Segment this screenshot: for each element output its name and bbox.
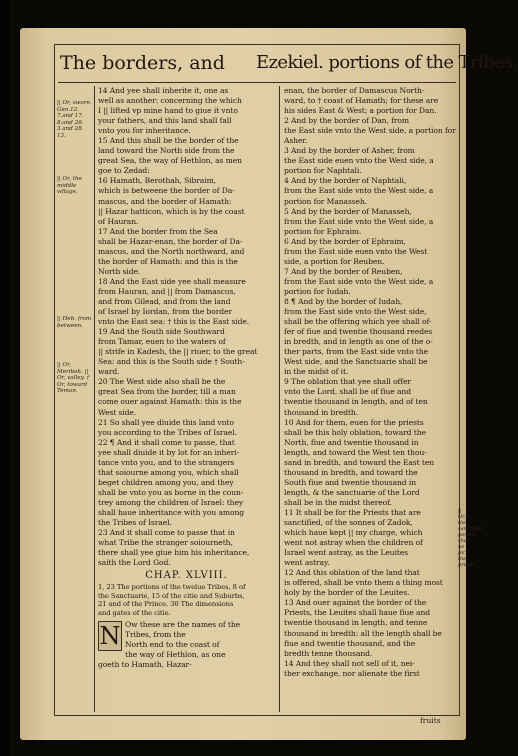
verse-line: which haue kept || my charge, which <box>284 528 423 538</box>
verse-line: fer of fiue and twentie thousand reedes <box>284 327 433 337</box>
verse-line: there shall yee giue him his inheritance, <box>98 548 250 558</box>
verse-line: 9 The oblation that yee shall offer <box>284 377 411 387</box>
header-right: Ezekiel. portions of the Tribes. <box>256 52 518 73</box>
verse-line: 12 And this oblation of the land that <box>284 568 420 578</box>
verse-line: sand in bredth, and toward the East ten <box>284 457 435 467</box>
verse-line: portion for Iudah. <box>284 286 351 296</box>
verse-line: of Hauran. <box>98 216 139 226</box>
verse-line: 21 So shall yee diuide this land vnto <box>98 417 234 427</box>
margin-rule <box>94 86 95 712</box>
chapter-summary-line: 21 and of the Prince. 30 The dimensions <box>98 600 234 609</box>
verse-line: 3 And by the border of Asher, from <box>284 146 415 156</box>
chapter-summary-line: and gates of the citie. <box>98 609 171 618</box>
verse-line: vnto the Lord, shall be of fiue and <box>284 387 411 397</box>
verse-line: shall be in the midst thereof. <box>284 497 392 507</box>
left-column <box>98 86 275 670</box>
verse-line: 11 It shall be for the Priests that are <box>284 507 421 517</box>
verse-line: and from Gilead, and from the land <box>98 296 231 306</box>
drop-cap: N <box>99 621 121 650</box>
verse-line: West side. <box>98 407 137 417</box>
verse-line: is offered, shall be vnto them a thing most <box>284 578 443 588</box>
verse-line: 10 And for them, euen for the priests <box>284 417 424 427</box>
verse-line: saith the Lord God. <box>98 558 171 568</box>
verse-line: portion for Ephraim. <box>284 226 362 236</box>
verse-line: trey among the children of Israel: they <box>98 497 244 507</box>
verse-line: great Sea, the way of Hethlon, as men <box>98 156 242 166</box>
verse-line: from the East side vnto the West side, <box>284 307 427 317</box>
verse-line: 23 And it shall come to passe that in <box>98 528 235 538</box>
verse-line: 16 Hamath, Berothah, Sibraim, <box>98 176 216 186</box>
verse-line: 15 And this shall be the border of the <box>98 136 239 146</box>
verse-line: side, a portion for Reuben. <box>284 256 385 266</box>
verse-line: of Israel by Iordan, from the border <box>98 307 232 317</box>
verse-line: 7 And by the border of Reuben, <box>284 266 403 276</box>
margin-note: || Or, swore. Gen.12. 7.and 17. 8.and 26. 3.and 28. 13. <box>57 100 92 139</box>
chapter-heading: CHAP. XLVIII. <box>145 570 228 582</box>
verse-line: I || lifted vp mine hand to giue it vnto <box>98 106 238 116</box>
verse-line: 14 And yee shall inherite it, one as <box>98 86 229 95</box>
verse-line: in bredth, and in length as one of the o- <box>284 337 433 347</box>
verse-line: from the East side vnto the West side, a <box>284 276 434 286</box>
verse-line: the way of Hethlon, as one <box>125 649 226 659</box>
verse-line: from the East side vnto the West side, a <box>284 216 434 226</box>
verse-line: from Hauran, and || from Damascus, <box>98 286 236 296</box>
verse-line: tance vnto you, and to the strangers <box>98 457 235 467</box>
verse-line: 13 And ouer against the border of the <box>284 598 427 608</box>
verse-line: ward, to † coast of Hamath; for these are <box>284 96 439 106</box>
verse-line: Ow these are the names of the <box>125 619 241 629</box>
verse-line: shall be this holy oblation, toward the <box>284 427 426 437</box>
verse-line: sanctified, of the sonnes of Zadok, <box>284 518 413 528</box>
verse-line: Israel went astray, as the Leuites <box>284 548 409 558</box>
right-column <box>284 86 454 679</box>
verse-line: shall haue inheritance with you among <box>98 507 244 517</box>
verse-line: mascus, and the border of Hamath: <box>98 196 232 206</box>
verse-line: Sea: and this is the South side † South- <box>98 357 245 367</box>
verse-line: 2 And by the border of Dan, from <box>284 116 409 126</box>
verse-line: which is betweene the border of Da- <box>98 186 235 196</box>
verse-line: || Hazar hatticon, which is by the coast <box>98 206 245 216</box>
verse-line: portion for Manasseh. <box>284 196 368 206</box>
verse-line: South fiue and twentie thousand in <box>284 477 416 487</box>
verse-line: 5 And by the border of Manasseh, <box>284 206 412 216</box>
verse-line: 19 And the South side Southward <box>98 327 225 337</box>
verse-line: from the East side vnto the West side, a <box>284 186 434 196</box>
verse-line: thousand in bredth: all the length shall be <box>284 628 442 638</box>
chapter-summary-line: the Sanctuarie, 15 of the citie and Suburbs, <box>98 591 245 600</box>
verse-line: went not astray when the children of <box>284 538 423 548</box>
verse-line: ther exchange, nor alienate the first <box>284 668 420 678</box>
verse-line: Asher. <box>284 136 308 146</box>
chapter-opening <box>98 620 275 670</box>
verse-line: the East side vnto the West side, a portion for <box>284 126 456 136</box>
verse-line: the border of Hamath: and this is the <box>98 256 238 266</box>
verse-line: beget children among you, and they <box>98 477 234 487</box>
margin-note-right: || Or, the sanctified portion shall be for the priests. <box>458 508 483 568</box>
verse-line: well as another: concerning the which <box>98 96 242 106</box>
verse-line: the Tribes of Israel. <box>98 518 172 528</box>
verse-line: 6 And by the border of Ephraim, <box>284 236 406 246</box>
verse-line: mascus, and the North northward, and <box>98 246 245 256</box>
verse-line: length, and toward the West ten thou- <box>284 447 427 457</box>
verse-line: Tribes, from the <box>125 629 186 639</box>
margin-note: || Or, the middle village. <box>57 176 82 196</box>
verse-line: what Tribe the stranger soiourneth, <box>98 538 233 548</box>
verse-line: North side. <box>98 266 141 276</box>
verse-line: 14 And they shall not sell of it, nei- <box>284 658 415 668</box>
verse-line: bredth tenne thousand. <box>284 648 373 658</box>
verse-line: shall be vnto you as borne in the coun- <box>98 487 244 497</box>
verse-line: your fathers, and this land shall fall <box>98 116 232 126</box>
verse-line: the East side euen vnto the West side, a <box>284 156 434 166</box>
verse-line: goe to Zedad: <box>98 166 150 176</box>
left-shadow <box>0 0 10 756</box>
verse-line: that soiourne among you, which shall <box>98 467 239 477</box>
verse-line: shall be Hazar-enan, the border of Da- <box>98 236 243 246</box>
verse-line: length, & the sanctuarie of the Lord <box>284 487 420 497</box>
verse-line: twentie thousand in length, and tenne <box>284 618 428 628</box>
verse-line: 4 And by the border of Naphtali, <box>284 176 407 186</box>
chapter-summary-line: 1, 23 The portions of the twelue Tribes, 8 of <box>98 583 246 592</box>
verse-line: North end to the coast of <box>125 639 220 649</box>
verse-line: from Tamar, euen to the waters of <box>98 337 226 347</box>
verse-line: North, fiue and twentie thousand in <box>284 437 419 447</box>
verse-line: yee shall diuide it by lot for an inheri- <box>98 447 240 457</box>
verse-line: his sides East & West; a portion for Dan. <box>284 106 437 116</box>
verse-line: shall be the offering which yee shall of- <box>284 317 432 327</box>
verse-line: great Sea from the border, till a man <box>98 387 236 397</box>
verse-line: from the East side euen vnto the West <box>284 246 428 256</box>
verse-line: West side, and the Sanctuarie shall be <box>284 357 428 367</box>
verse-line: fiue and twentie thousand, and the <box>284 638 416 648</box>
verse-line: come ouer against Hamath: this is the <box>98 397 242 407</box>
verse-line: Priests, the Leuites shall haue fiue and <box>284 608 431 618</box>
verse-line: twentie thousand in length, and of ten <box>284 397 428 407</box>
verse-line: ther parts, from the East side vnto the <box>284 347 429 357</box>
margin-note: || Heb. from between. <box>57 316 92 329</box>
header-left: The borders, and <box>60 52 225 74</box>
verse-line: 8 ¶ And by the border of Iudah, <box>284 296 403 306</box>
verse-line: 17 And the border from the Sea <box>98 226 218 236</box>
verse-line: you according to the Tribes of Israel. <box>98 427 237 437</box>
margin-note: || Or, Meribah. || Or, valley. † Or, toward Teman. <box>57 362 90 395</box>
column-divider <box>279 86 280 712</box>
verse-line: ward. <box>98 367 120 377</box>
verse-line: enan, the border of Damascus North- <box>284 86 425 95</box>
verse-line: 20 The West side also shall be the <box>98 377 226 387</box>
verse-line: goeth to Hamath, Hazar- <box>98 659 192 669</box>
verse-line: || strife in Kadesh, the || riuer, to the great <box>98 347 258 357</box>
verse-line: went astray. <box>284 558 330 568</box>
verse-line: vnto you for inheritance. <box>98 126 191 136</box>
verse-line: 22 ¶ And it shall come to passe, that <box>98 437 235 447</box>
book-page <box>20 28 518 740</box>
catchword: fruits <box>420 716 441 725</box>
verse-line: land toward the North side from the <box>98 146 235 156</box>
verse-line: vnto the East sea: † this is the East side. <box>98 317 250 327</box>
running-header <box>58 52 518 83</box>
verse-line: thousand in bredth, and toward the <box>284 467 418 477</box>
verse-line: in the midst of it. <box>284 367 349 377</box>
verse-line: holy by the border of the Leuites. <box>284 588 410 598</box>
verse-line: 18 And the East side yee shall measure <box>98 276 246 286</box>
verse-line: thousand in bredth. <box>284 407 359 417</box>
verse-line: portion for Naphtali. <box>284 166 362 176</box>
